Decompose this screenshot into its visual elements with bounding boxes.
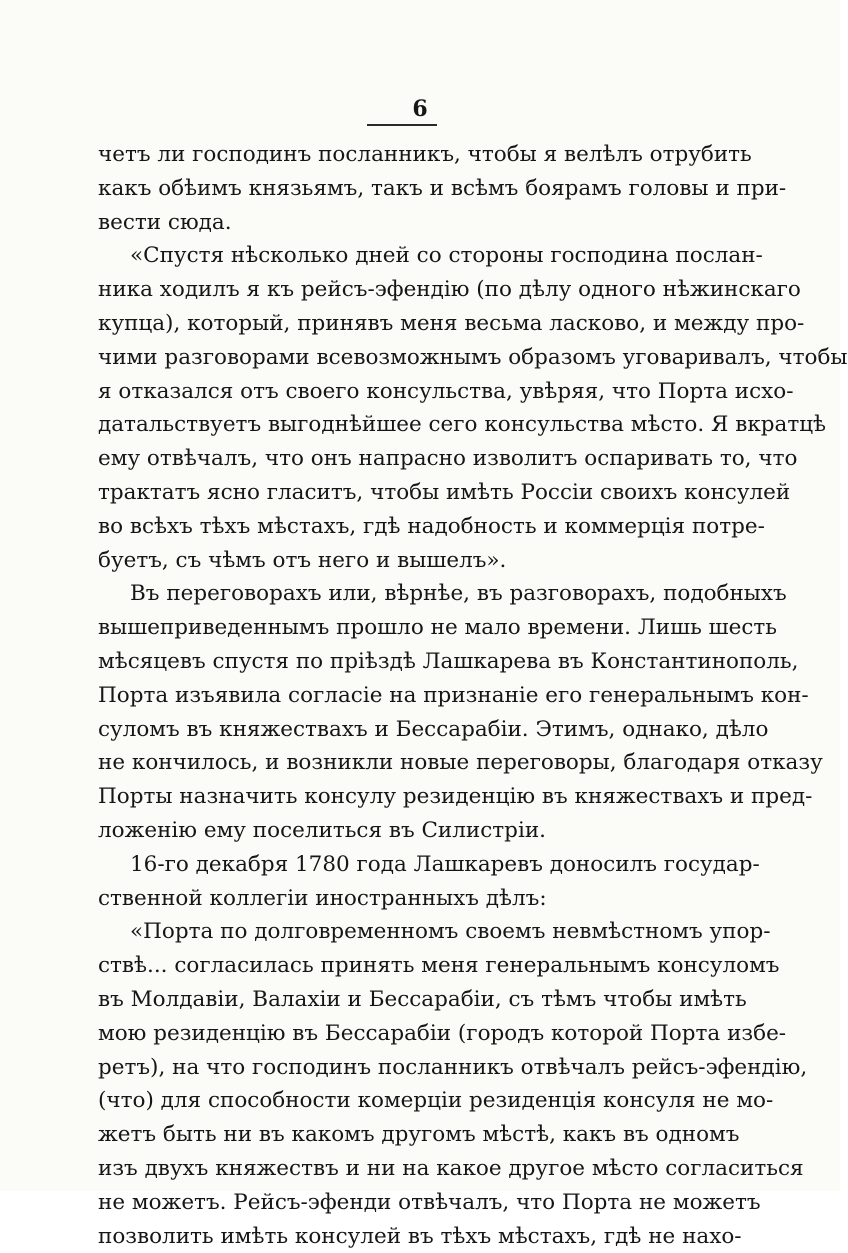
text-line: Порта изъявила согласіе на признаніе его генеральнымъ кон-	[98, 679, 710, 713]
text-line: чими разговорами всевозможнымъ образомъ уговаривалъ, чтобы	[98, 341, 710, 375]
text-line: «Спустя нѣсколько дней со стороны господина послан-	[98, 239, 710, 273]
text-line: ствѣ... согласилась принять меня генеральнымъ консуломъ	[98, 949, 710, 983]
text-line: трактатъ ясно гласитъ, чтобы имѣть Россіи своихъ консулей	[98, 476, 710, 510]
text-line: во всѣхъ тѣхъ мѣстахъ, гдѣ надобность и коммерція потре-	[98, 510, 710, 544]
text-line: жетъ быть ни въ какомъ другомъ мѣстѣ, какъ въ одномъ	[98, 1118, 710, 1152]
text-line: ложенію ему поселиться въ Силистріи.	[98, 814, 710, 848]
text-line: датальствуетъ выгоднѣйшее сего консульства мѣсто. Я вкратцѣ	[98, 408, 710, 442]
text-line: мою резиденцію въ Бессарабіи (городъ которой Порта избе-	[98, 1017, 710, 1051]
text-line: суломъ въ княжествахъ и Бессарабіи. Этимъ, однако, дѣло	[98, 713, 710, 747]
text-line: ему отвѣчалъ, что онъ напрасно изволитъ оспаривать то, что	[98, 442, 710, 476]
text-line: вышеприведеннымъ прошло не мало времени. Лишь шесть	[98, 611, 710, 645]
text-line: купца), который, принявъ меня весьма ласково, и между про-	[98, 307, 710, 341]
text-line: въ Молдавіи, Валахіи и Бессарабіи, съ тѣмъ чтобы имѣть	[98, 983, 710, 1017]
text-line: мѣсяцевъ спустя по пріѣздѣ Лашкарева въ Константинополь,	[98, 645, 710, 679]
text-line: Порты назначить консулу резиденцію въ княжествахъ и пред-	[98, 780, 710, 814]
text-line: изъ двухъ княжествъ и ни на какое другое мѣсто согласиться	[98, 1152, 710, 1186]
page-number: 6	[0, 96, 840, 122]
text-line: ственной коллегіи иностранныхъ дѣлъ:	[98, 882, 710, 916]
text-line: (что) для способности комерціи резиденція консуля не мо-	[98, 1084, 710, 1118]
text-line: «Порта по долговременномъ своемъ невмѣстномъ упор-	[98, 915, 710, 949]
text-line: Въ переговорахъ или, вѣрнѣе, въ разговорахъ, подобныхъ	[98, 577, 710, 611]
text-line: какъ обѣимъ князьямъ, такъ и всѣмъ боярамъ головы и при-	[98, 172, 710, 206]
text-line: ретъ), на что господинъ посланникъ отвѣчалъ рейсъ-эфендію,	[98, 1051, 710, 1085]
body-text	[98, 138, 710, 1253]
text-line: вести сюда.	[98, 206, 710, 240]
text-line: 16-го декабря 1780 года Лашкаревъ доносилъ государ-	[98, 848, 710, 882]
text-line: ника ходилъ я къ рейсъ-эфендію (по дѣлу одного нѣжинскаго	[98, 273, 710, 307]
text-line: буетъ, съ чѣмъ отъ него и вышелъ».	[98, 544, 710, 578]
text-line: позволить имѣть консулей въ тѣхъ мѣстахъ, гдѣ не нахо-	[98, 1220, 710, 1253]
text-line: я отказался отъ своего консульства, увѣряя, что Порта исхо-	[98, 375, 710, 409]
page-number-rule	[367, 124, 437, 126]
text-line: не можетъ. Рейсъ-эфенди отвѣчалъ, что Порта не можетъ	[98, 1186, 710, 1220]
text-line: четъ ли господинъ посланникъ, чтобы я велѣлъ отрубить	[98, 138, 710, 172]
text-line: не кончилось, и возникли новые переговоры, благодаря отказу	[98, 746, 710, 780]
